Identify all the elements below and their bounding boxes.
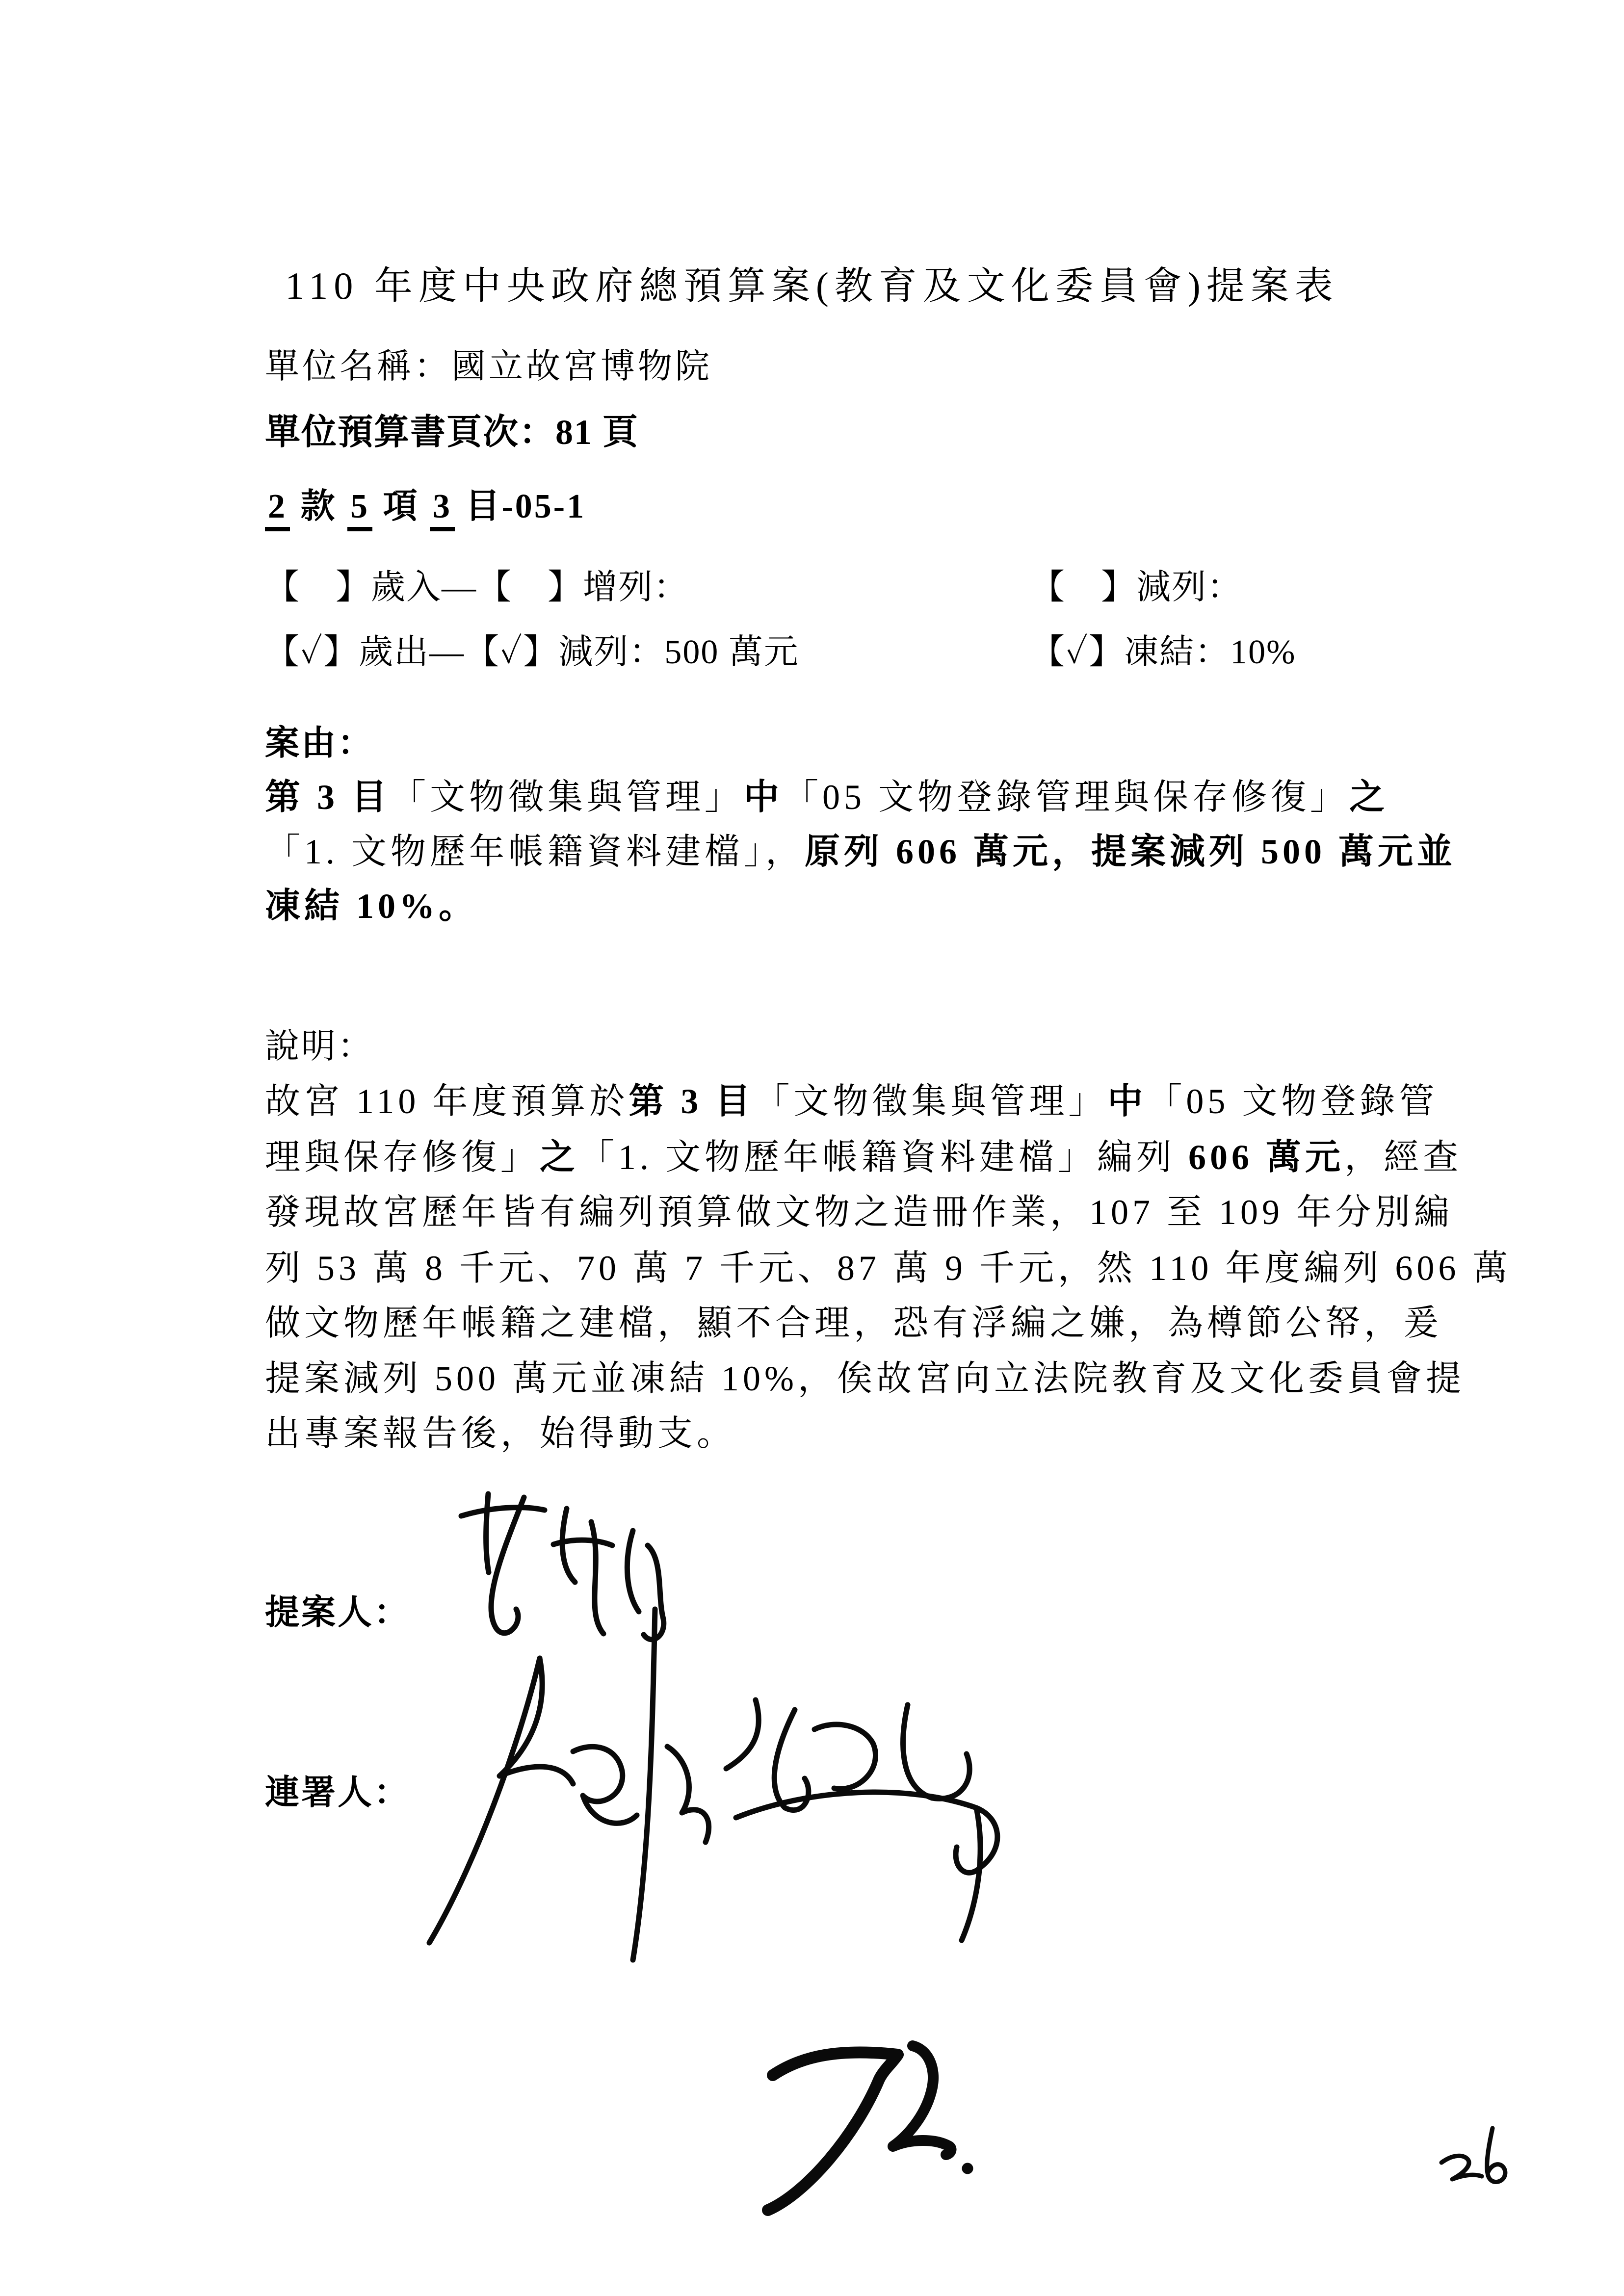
revenue-label: 歲入 [371,569,442,606]
freeze-label: 凍結： [1124,633,1231,671]
decrease-label: 減列： [1136,569,1242,606]
case-l1-seg3: 中 [744,778,784,817]
explanation-line-2 [265,1128,1462,1179]
expl-l2-seg3: 「1. 文物歷年帳籍資料建檔」編列 [579,1138,1189,1177]
case-l1-seg2: 「文物徵集與管理」 [391,778,744,817]
cut-amount: 500 萬元 [664,633,799,671]
budget-page-row [265,403,639,454]
freeze-checkbox-checked: 【✓】 [1030,633,1125,671]
explanation-line-4: 列 53 萬 8 千元、70 萬 7 千元、87 萬 9 千元，然 110 年度編列 606 萬 [265,1249,1512,1288]
item-code-suffix: -05-1 [501,488,586,525]
revenue-increase-group [265,559,689,609]
explanation-line-5: 做文物歷年帳籍之建檔，顯不合理，恐有浮編之嫌，為樽節公帑，爰 [265,1304,1443,1343]
case-l2-seg2: 原列 606 萬元，提案減列 500 萬元並 [805,832,1457,871]
case-l3-seg1: 凍結 10%。 [265,887,478,926]
expenditure-label: 歲出 [359,633,430,671]
unit-name-value: 國立故宮博物院 [451,348,712,386]
page-title: 110 年度中央政府總預算案(教育及文化委員會)提案表 [285,264,1339,307]
increase-checkbox: 【 】 [477,569,583,606]
item-code-unit1: 款 [290,488,347,525]
revenue-checkbox: 【 】 [265,569,371,606]
explanation-line-1 [265,1072,1438,1123]
expenditure-cut-group [265,624,799,674]
case-l1-seg5: 之 [1349,778,1389,817]
budget-page-value: 81 頁 [555,413,639,452]
case-l2-seg1: 「1. 文物歷年帳籍資料建檔」， [265,832,805,871]
expl-l1-seg2: 第 3 目 [629,1082,755,1121]
expenditure-checkbox-checked: 【✓】 [265,633,359,671]
decrease-group [1030,559,1242,609]
dash-connector: — [429,633,465,671]
expl-l1-seg3: 「文物徵集與管理」 [754,1082,1108,1121]
item-code-unit2: 項 [372,488,430,525]
decrease-checkbox: 【 】 [1030,569,1136,606]
case-line-2 [265,823,1456,874]
case-line-3 [265,877,478,928]
item-code-row [265,478,586,531]
cosigner-signature-2 [702,1673,1025,1953]
expl-l1-seg5: 「05 文物登錄管 [1147,1082,1439,1121]
case-l1-seg1: 第 3 目 [265,778,391,817]
cosigner-signature-1 [407,1599,721,1972]
item-code-unit3: 目 [455,488,502,525]
item-code-num3: 3 [430,489,455,531]
expl-l2-seg4: 606 萬元 [1188,1138,1345,1177]
explanation-line-3: 發現故宮歷年皆有編列預算做文物之造冊作業，107 至 109 年分別編 [265,1193,1454,1232]
freeze-amount: 10% [1230,633,1296,671]
item-code-num2: 5 [347,489,372,531]
expl-l2-seg5: ，經查 [1344,1138,1463,1177]
explanation-line-7: 出專案報告後，始得動支。 [265,1414,736,1453]
explanation-line-6: 提案減列 500 萬元並凍結 10%，俟故宮向立法院教育及文化委員會提 [265,1359,1465,1398]
cut-label: 減列： [558,633,665,671]
expl-l1-seg4: 中 [1107,1082,1147,1121]
corner-annotation-26 [1433,2124,1516,2198]
case-l1-seg4: 「05 文物登錄管理與保存修復」 [783,778,1350,817]
budget-page-label: 單位預算書頁次： [265,413,556,452]
expl-l2-seg1: 理與保存修復」 [265,1138,540,1177]
expl-l1-seg1: 故宮 110 年度預算於 [265,1082,629,1121]
freeze-group [1030,624,1296,674]
unit-name-row [265,339,712,388]
cosigner-label: 連署人： [265,1774,410,1812]
proposer-label: 提案人： [265,1594,410,1632]
increase-label: 增列： [583,569,689,606]
dash-connector: — [442,569,477,606]
case-heading: 案由： [265,725,374,762]
explanation-heading: 說明： [265,1028,374,1066]
item-code-num1: 2 [265,489,290,531]
handwritten-page-number-72 [756,2021,1001,2267]
cut-checkbox-checked: 【✓】 [465,633,559,671]
unit-name-label: 單位名稱： [265,348,451,386]
expl-l2-seg2: 之 [540,1138,579,1177]
case-line-1 [265,768,1388,819]
